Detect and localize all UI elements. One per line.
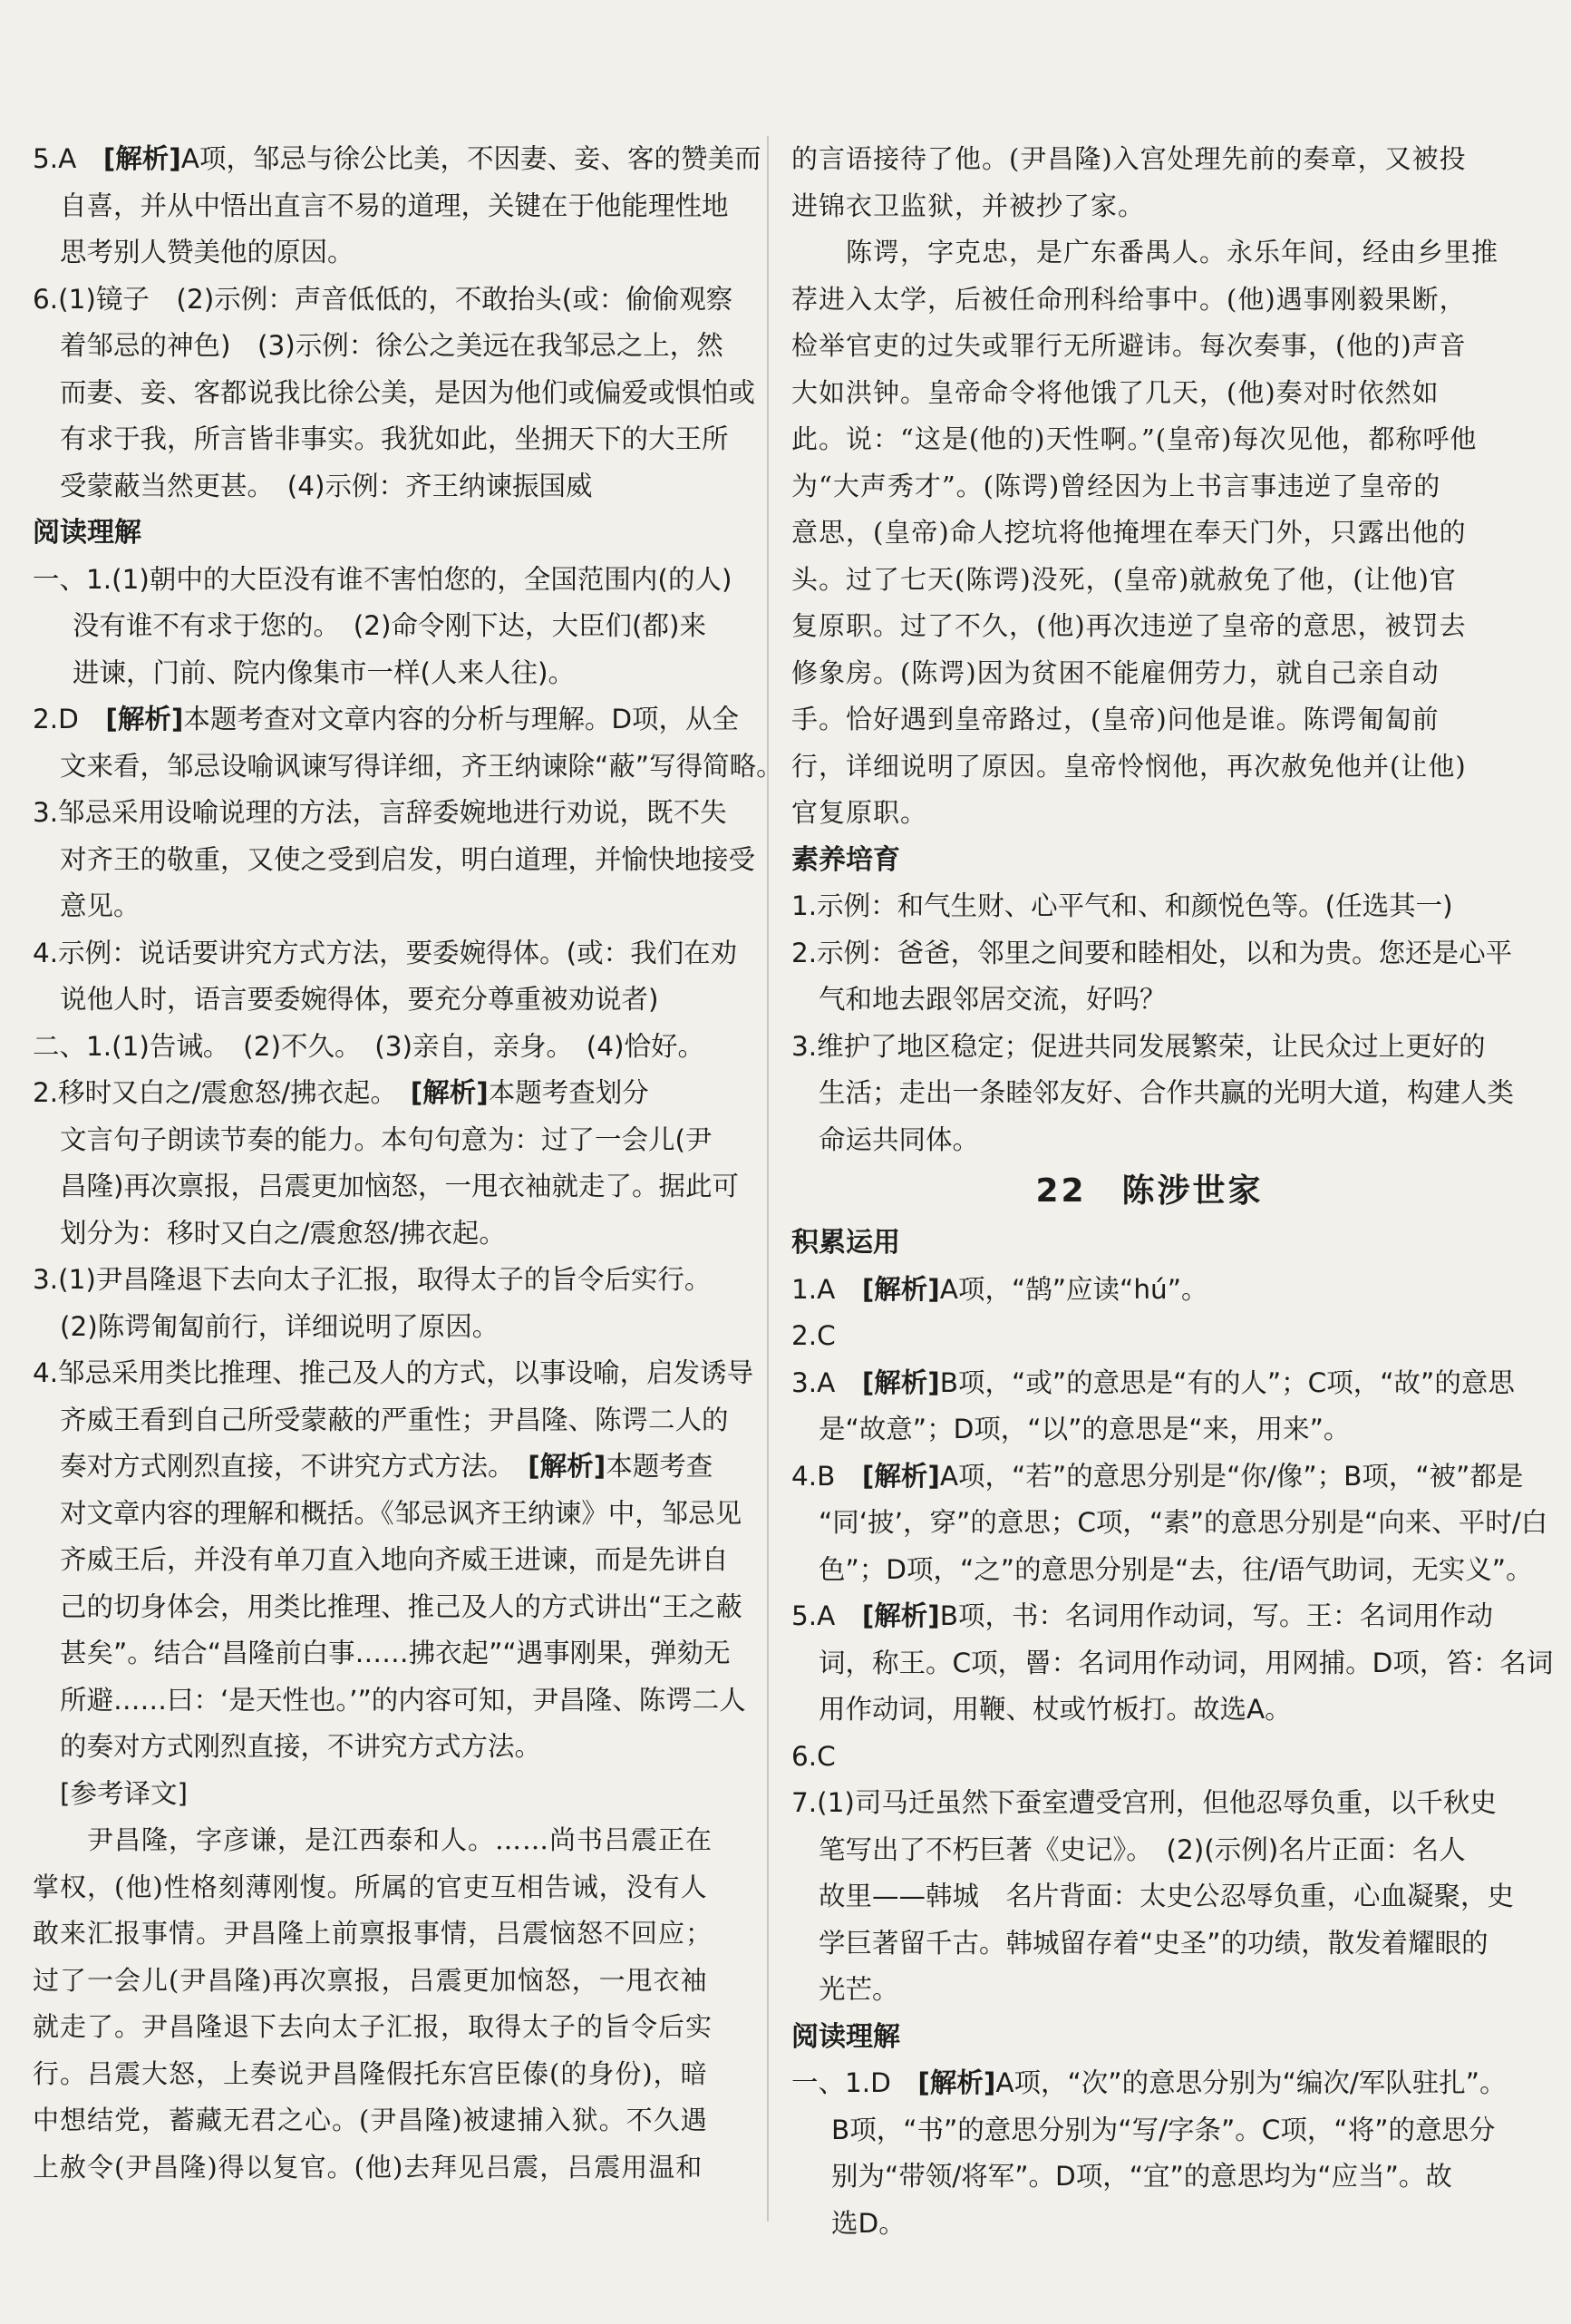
translation-line: 敢来汇报事情。尹昌隆上前禀报事情，吕震恼怒不回应； [33,1918,713,1949]
translation-line: 尹昌隆，字彦谦，是江西泰和人。……尚书吕震正在 [87,1824,713,1855]
section-heading-literacy: 素养培育 [791,843,900,876]
analysis-tag: [解析] [861,1600,940,1631]
answer-line: 二、1.(1)告诫。 (2)不久。 (3)亲自，亲身。 (4)恰好。 [33,1030,705,1062]
chapter-title: 22 陈涉世家 [1035,1172,1264,1210]
answer-line: 对齐王的敬重，又使之受到启发，明白道理，并愉快地接受 [60,843,756,875]
translation-line: 就走了。尹昌隆退下去向太子汇报，取得太子的旨令后实 [33,2011,713,2042]
analysis-tag: [解析] [102,143,181,174]
analysis-tag: [解析] [861,1460,940,1492]
analysis-tag: [解析] [861,1273,940,1305]
answer-line: 6.(1)镜子 (2)示例：声音低低的，不敢抬头(或：偷偷观察 [33,283,733,315]
answer-line: 词，称王。C项，罾：名词用作动词，用网捕。D项，笞：名词 [819,1647,1554,1678]
translation-line: 中想结党，蓄藏无君之心。(尹昌隆)被逮捕入狱。不久遇 [33,2105,708,2135]
translation-line: 行。吕震大怒，上奏说尹昌隆假托东宫臣傣(的身份)，暗 [33,2057,708,2089]
answer-line: 命运共同体。 [819,1123,980,1155]
translation-line: 为“大声秀才”。(陈谔)曾经因为上书言事违逆了皇帝的 [791,470,1441,501]
answer-line: 奏对方式刚烈直接，不讲究方式方法。 [解析]本题考查 [60,1451,713,1482]
translation-line: 行，详细说明了原因。皇帝怜悯他，再次赦免他并(让他) [791,750,1467,782]
answer-line: 选D。 [831,2207,906,2239]
answer-line: 意见。 [60,890,141,921]
answer-line: 着邹忌的神色) (3)示例：徐公之美远在我邹忌之上，然 [60,330,723,361]
answer-line: 进谏，门前、院内像集市一样(人来人往)。 [73,656,576,688]
answer-line: 对文章内容的理解和概括。《邹忌讽齐王纳谏》中，邹忌见 [60,1497,742,1529]
reference-translation-label: [参考译文] [60,1777,189,1809]
answer-line: 7.(1)司马迁虽然下蚕室遭受宫刑，但他忍辱负重，以千秋史 [791,1787,1497,1818]
answer-line: 5.A [解析]B项，书：名词用作动词，写。王：名词用作动 [791,1600,1494,1631]
answer-line: 4.邹忌采用类比推理、推己及人的方式，以事设喻，启发诱导 [33,1357,754,1388]
translation-line: 意思，(皇帝)命人挖坑将他掩埋在奉天门外，只露出他的 [791,517,1467,548]
answer-line: 生活；走出一条睦邻友好、合作共赢的光明大道，构建人类 [819,1077,1515,1108]
translation-line: 掌权，(他)性格刻薄刚愎。所属的官吏互相告诫，没有人 [33,1871,708,1902]
answer-line: 有求于我，所言皆非事实。我犹如此，坐拥天下的大王所 [60,423,729,454]
answer-line: 3.维护了地区稳定；促进共同发展繁荣，让民众过上更好的 [791,1030,1486,1062]
analysis-tag: [解析] [861,1366,940,1398]
translation-line: 复原职。过了不久，(他)再次违逆了皇帝的意思，被罚去 [791,610,1467,641]
answer-line: 4.B [解析]A项，“若”的意思分别是“你/像”；B项，“被”都是 [791,1460,1524,1492]
answer-line: 3.邹忌采用设喻说理的方法，言辞委婉地进行劝说，既不失 [33,797,727,828]
answer-line: 的奏对方式刚烈直接，不讲究方式方法。 [60,1731,542,1762]
translation-line: 此。说：“这是(他的)天性啊。”(皇帝)每次见他，都称呼他 [791,423,1478,454]
answer-line: 笔写出了不朽巨著《史记》。 (2)(示例)名片正面：名人 [819,1833,1466,1865]
answer-line: 文来看，邹忌设喻讽谏写得详细，齐王纳谏除“蔽”写得简略。 [60,750,783,782]
translation-line: 的言语接待了他。(尹昌隆)入宫处理先前的奏章，又被投 [791,143,1467,174]
translation-line: 头。过了七天(陈谔)没死，(皇帝)就赦免了他，(让他)官 [791,563,1457,595]
answer-line: 4.示例：说话要讲究方式方法，要委婉得体。(或：我们在劝 [33,937,738,968]
answer-line: 3.(1)尹昌隆退下去向太子汇报，取得太子的旨令后实行。 [33,1264,712,1295]
translation-line: 手。恰好遇到皇帝路过，(皇帝)问他是谁。陈谔匍匐前 [791,704,1440,734]
analysis-tag: [解析] [528,1451,606,1482]
answer-line: 齐威王看到自己所受蒙蔽的严重性；尹昌隆、陈谔二人的 [60,1404,729,1435]
answer-line: B项，“书”的意思分别为“写/字条”。C项，“将”的意思分 [831,2114,1496,2145]
answer-line: 1.示例：和气生财、心平气和、和颜悦色等。(任选其一) [791,890,1453,921]
translation-line: 官复原职。 [791,797,928,828]
answer-line: 文言句子朗读节奏的能力。本句句意为：过了一会儿(尹 [60,1123,713,1155]
answer-line: 昌隆)再次禀报，吕震更加恼怒，一甩衣袖就走了。据此可 [60,1171,740,1201]
translation-line: 进锦衣卫监狱，并被抄了家。 [791,190,1146,221]
translation-line: 上赦令(尹昌隆)得以复官。(他)去拜见吕震，吕震用温和 [33,2151,703,2183]
answer-line: 一、1.(1)朝中的大臣没有谁不害怕您的，全国范围内(的人) [33,563,732,595]
answer-line: 思考别人赞美他的原因。 [60,237,354,267]
section-heading-reading: 阅读理解 [791,2020,900,2053]
translation-line: 过了一会儿(尹昌隆)再次禀报，吕震更加恼怒，一甩衣袖 [33,1964,708,1996]
answer-line: 说他人时，语言要委婉得体，要充分尊重被劝说者) [60,984,659,1015]
answer-line: 自喜，并从中悟出直言不易的道理，关键在于他能理性地 [60,190,729,221]
section-heading-accumulation: 积累运用 [791,1227,900,1259]
answer-line: 别为“带领/将军”。D项，“宜”的意思均为“应当”。故 [831,2161,1452,2192]
analysis-tag: [解析] [105,704,184,734]
analysis-tag: [解析] [410,1077,489,1108]
answer-line: 2.C [791,1320,836,1351]
translation-line: 荐进入太学，后被任命刑科给事中。(他)遇事刚毅果断， [791,283,1467,315]
translation-line: 大如洪钟。皇帝命令将他饿了几天，(他)奏对时依然如 [791,376,1440,408]
answer-line: 1.A [解析]A项，“鹄”应读“hú”。 [791,1273,1208,1305]
translation-line: 修象房。(陈谔)因为贫困不能雇佣劳力，就自己亲自动 [791,656,1440,688]
answer-line: 用作动词，用鞭、杖或竹板打。故选A。 [819,1694,1292,1725]
translation-line: 检举官吏的过失或罪行无所避讳。每次奏事，(他的)声音 [791,330,1467,361]
answer-line: 受蒙蔽当然更甚。 (4)示例：齐王纳谏振国威 [60,470,593,501]
answer-line: 光芒。 [819,1974,899,2005]
answer-line: 甚矣”。结合“昌隆前白事……拂衣起”“遇事刚果，弹劾无 [60,1638,731,1668]
answer-line: 没有谁不有求于您的。 (2)命令刚下达，大臣们(都)来 [73,610,707,641]
answer-line: 2.示例：爸爸，邻里之间要和睦相处，以和为贵。您还是心平 [791,937,1513,968]
answer-line: 3.A [解析]B项，“或”的意思是“有的人”；C项，“故”的意思 [791,1366,1515,1398]
answer-line: 学巨著留千古。韩城留存着“史圣”的功绩，散发着耀眼的 [819,1927,1489,1959]
answer-line: 2.D [解析]本题考查对文章内容的分析与理解。D项，从全 [33,704,740,734]
analysis-tag: [解析] [917,2067,996,2098]
answer-line: 5.A [解析]A项，邹忌与徐公比美，不因妻、妾、客的赞美而 [33,143,761,174]
section-heading-reading: 阅读理解 [33,517,141,549]
answer-line: 而妻、妾、客都说我比徐公美，是因为他们或偏爱或惧怕或 [60,376,756,408]
right-column [791,136,1554,2247]
answer-line: 是“故意”；D项，“以”的意思是“来，用来”。 [819,1414,1351,1444]
answer-line: 一、1.D [解析]A项，“次”的意思分别为“编次/军队驻扎”。 [791,2067,1507,2098]
translation-line: 陈谔，字克忠，是广东番禺人。永乐年间，经由乡里推 [846,237,1499,267]
answer-line: 2.移时又白之/震愈怒/拂衣起。 [解析]本题考查划分 [33,1077,649,1108]
answer-line: 划分为：移时又白之/震愈怒/拂衣起。 [60,1217,506,1249]
answer-line: 故里——韩城 名片背面：太史公忍辱负重，心血凝聚，史 [819,1881,1515,1911]
answer-line: (2)陈谔匍匐前行，详细说明了原因。 [60,1310,499,1342]
answer-line: 所避……曰：‘是天性也。’”的内容可知，尹昌隆、陈谔二人 [60,1684,746,1716]
answer-line: 己的切身体会，用类比推理、推己及人的方式讲出“王之蔽 [60,1590,742,1622]
answer-line: “同‘披’，穿”的意思；C项，“素”的意思分别是“向来、平时/白 [819,1507,1548,1538]
left-column [33,136,783,2191]
answer-line: 齐威王后，并没有单刀直入地向齐威王进谏，而是先讲自 [60,1544,729,1575]
answer-line: 气和地去跟邻居交流，好吗？ [819,984,1167,1015]
column-divider [767,136,769,2222]
answer-line: 色”；D项，“之”的意思分别是“去，往/语气助词，无实义”。 [819,1553,1533,1585]
answer-line: 6.C [791,1740,836,1772]
